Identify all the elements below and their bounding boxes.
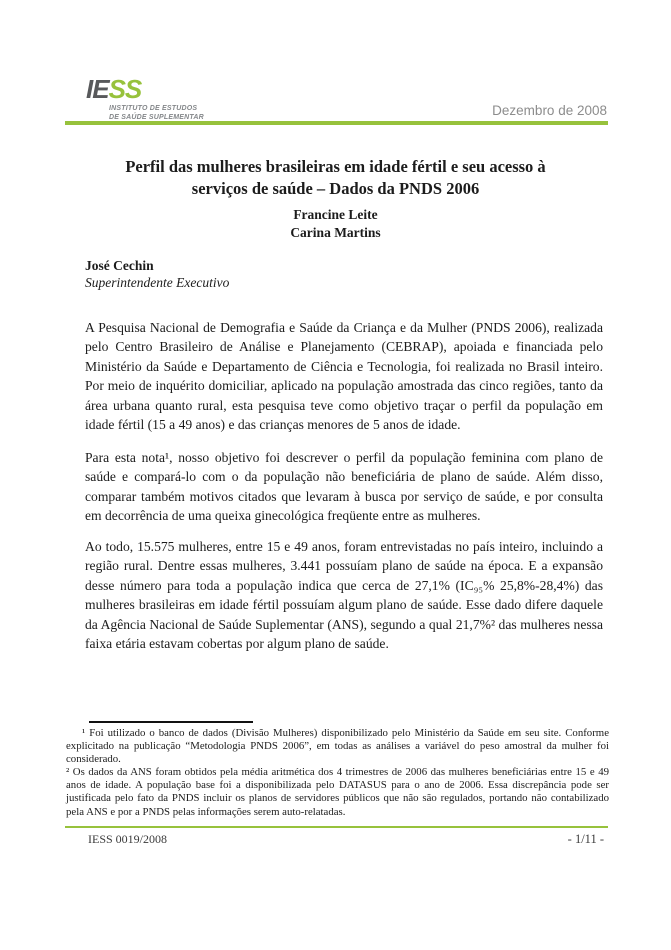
logo-acronym-green: SS	[108, 74, 142, 104]
signature-block	[85, 257, 229, 291]
footnote-1: ¹ Foi utilizado o banco de dados (Divisão Mulheres) disponibilizado pelo Ministério da Saúde em seu site. Conforme explicitado na publicação “Metodologia PNDS 2006”, em todas as análises a variável do peso amostral da mulher foi considerado.	[66, 727, 609, 766]
logo-subtitle	[109, 105, 204, 122]
document-title-line2: serviços de saúde – Dados da PNDS 2006	[191, 179, 480, 198]
footer-page-number: - 1/11 -	[567, 832, 604, 846]
logo-acronym-dark: IE	[86, 74, 109, 104]
logo-subtitle-line1: INSTITUTO DE ESTUDOS	[109, 105, 198, 112]
issue-date: Dezembro de 2008	[492, 103, 607, 118]
author-name: Francine Leite	[293, 207, 378, 222]
logo-subtitle-line2: DE SAÚDE SUPLEMENTAR	[109, 113, 204, 121]
footnote-2: ² Os dados da ANS foram obtidos pela média aritmética dos 4 trimestres de 2006 das mulheres beneficiárias entre 15 e 49 anos de idade. A população base foi a disponibilizada pelo DATASUS para o ano de 2006. Essa discrepância pode ser justificada pelo fato da PNDS incluir os planos de servidores públicos que não são regulados, portando não contabilizado pela ANS e por a PNDS pelas informações serem auto-relatadas.	[66, 766, 609, 818]
document-title-line1: Perfil das mulheres brasileiras em idade fértil e seu acesso à	[125, 157, 546, 176]
header-rule	[65, 121, 608, 125]
signature-role: Superintendente Executivo	[85, 275, 230, 290]
footnote-separator-rule	[89, 721, 253, 723]
footer-rule	[65, 826, 608, 828]
author-name: Carina Martins	[290, 224, 381, 240]
footer-document-number: IESS 0019/2008	[88, 832, 168, 846]
signature-name: José Cechin	[85, 258, 154, 273]
body-paragraph-3: Ao todo, 15.575 mulheres, entre 15 e 49 anos, foram entrevistadas no país inteiro, incluindo a região rural. Dentre essas mulheres, 3.441 possuíam plano de saúde na época. E a expansão desse número para toda a população indica que cerca de 27,1% (IC₉₅% 25,8%-28,4%) das mulheres brasileiras em idade fértil possuíam algum plano de saúde. Esse dado difere daquele da Agência Nacional de Saúde Suplementar (ANS), segundo a qual 21,7%² das mulheres nessa faixa etária estavam cobertas por algum plano de saúde.	[85, 539, 603, 652]
body-paragraph-2: Para esta nota¹, nosso objetivo foi descrever o perfil da população feminina com plano de saúde e compará-lo com o da população não beneficiária de plano de saúde. Além disso, comparar também motivos citados que levaram à busca por serviço de saúde, e por consulta em decorrência de uma queixa ginecológica freqüente entre as mulheres.	[85, 450, 603, 524]
document-title	[67, 156, 604, 200]
authors-block	[67, 206, 604, 241]
body-paragraph-1: A Pesquisa Nacional de Demografia e Saúde da Criança e da Mulher (PNDS 2006), realizada pelo Centro Brasileiro de Análise e Planejamento (CEBRAP), apoiada e financiada pelo Ministério da Saúde e Departamento de Ciência e Tecnologia, foi realizada no Brasil inteiro. Por meio de inquérito domiciliar, aplicado na população amostrada das cinco regiões, tanto da área urbana quanto rural, esta pesquisa teve como objetivo traçar o perfil da população em idade fértil (15 a 49 anos) e das crianças menores de 5 anos de idade.	[85, 320, 603, 433]
iess-logo-wordmark	[86, 76, 204, 102]
iess-logo	[86, 76, 204, 122]
